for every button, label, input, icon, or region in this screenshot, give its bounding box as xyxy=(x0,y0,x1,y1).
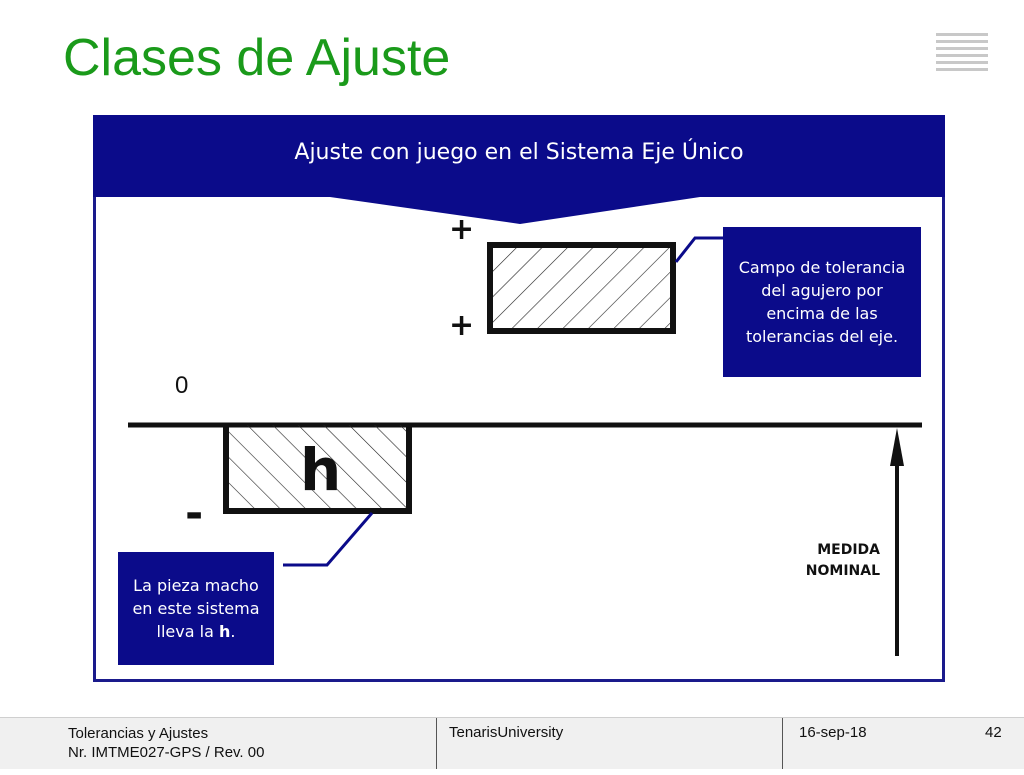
nominal-size-label-line1: MEDIDA xyxy=(817,542,880,558)
footer-date: 16-sep-18 xyxy=(782,718,867,769)
shaft-tolerance-callout xyxy=(118,552,274,665)
shaft-callout-leader xyxy=(283,513,372,565)
nominal-size-label xyxy=(770,540,880,582)
hole-tolerance-zone xyxy=(490,245,673,331)
footer-document-id: Nr. IMTME027-GPS / Rev. 00 xyxy=(68,744,265,761)
slide-title: Clases de Ajuste xyxy=(63,29,451,87)
nominal-size-arrow-head xyxy=(890,428,904,466)
shaft-callout-prefix: La pieza macho en este sistema lleva la xyxy=(132,576,260,641)
hole-tolerance-callout xyxy=(723,227,921,377)
zero-line-label: 0 xyxy=(175,372,189,399)
shaft-symbol-h: h xyxy=(300,436,342,504)
hole-callout-text: Campo de tolerancia del agujero por encima de las tolerancias del eje. xyxy=(738,258,906,346)
diagram-banner-title: Ajuste con juego en el Sistema Eje Único xyxy=(294,140,744,165)
shaft-callout-emphasis: h xyxy=(218,622,231,641)
hole-callout-leader xyxy=(676,238,723,262)
plus-sign-upper: + xyxy=(449,212,475,247)
footer-course: Tolerancias y Ajustes xyxy=(68,725,209,742)
footer-course-info xyxy=(68,724,264,775)
footer-organization: TenarisUniversity xyxy=(436,718,563,769)
shaft-callout-suffix: . xyxy=(230,622,236,641)
slide-footer xyxy=(0,717,1024,769)
plus-sign-lower: + xyxy=(449,308,475,343)
footer-page-number: 42 xyxy=(985,724,1002,741)
minus-sign: - xyxy=(185,488,204,539)
banner-background xyxy=(93,115,945,224)
nominal-size-label-line2: NOMINAL xyxy=(805,563,880,579)
shaft-callout-text xyxy=(126,574,266,643)
